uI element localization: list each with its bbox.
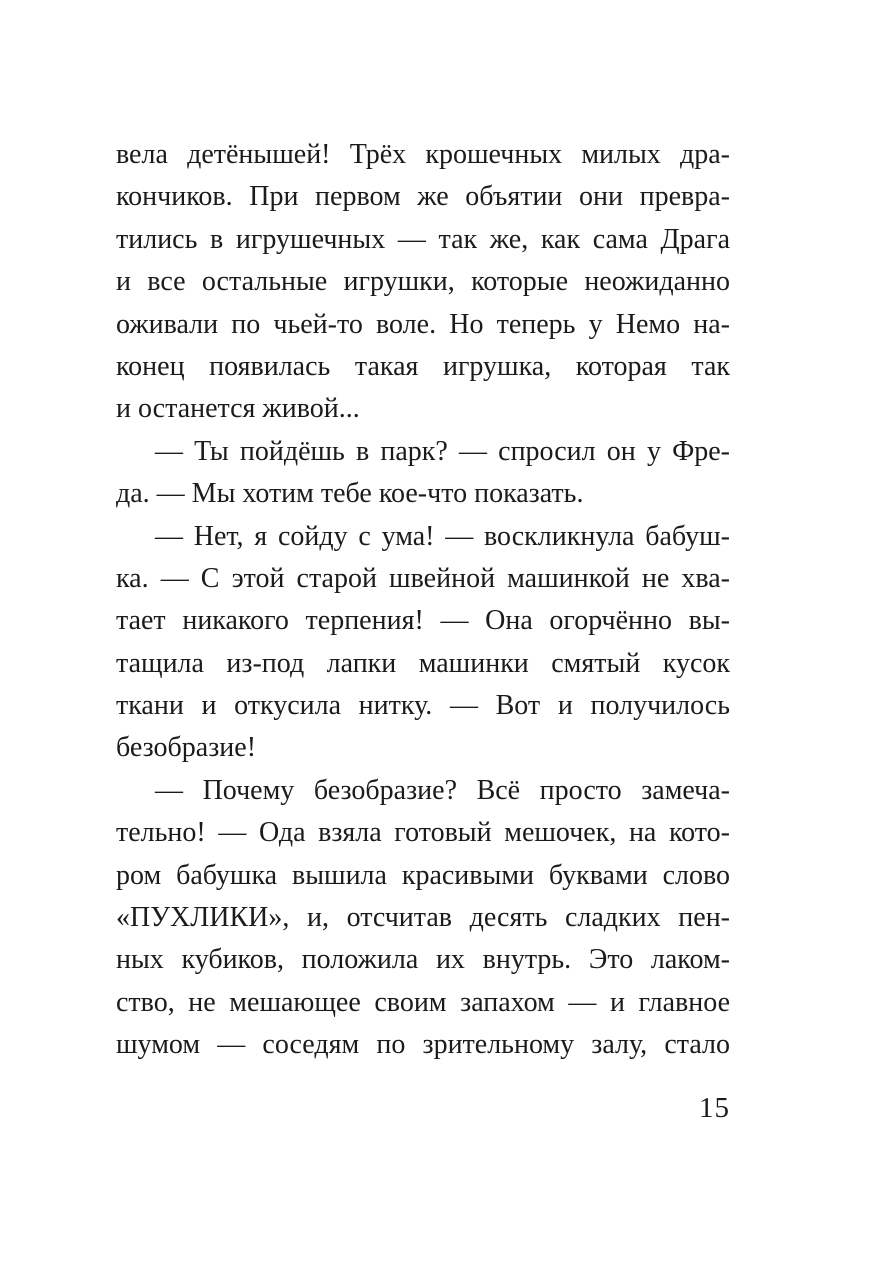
text-line: тащила из-под лапки машинки смятый кусок [116,647,730,679]
text-line: ткани и откусила нитку. — Вот и получилось [116,690,730,722]
text-line: шумом — соседям по зрительному залу, стало [116,1029,730,1061]
text-line: и все остальные игрушки, которые неожиданно [116,266,730,298]
text-line: — Ты пойдёшь в парк? — спросил он у Фре- [155,435,730,467]
text-line: и останется живой... [116,393,360,425]
text-line: — Нет, я сойду с ума! — воскликнула бабуш- [155,520,730,552]
paragraph [116,516,730,770]
text-line: да. — Мы хотим тебе кое-что показать. [116,478,584,510]
text-line: ство, не мешающее своим запахом — и главное [116,986,730,1018]
text-line: ром бабушка вышила красивыми буквами слово [116,859,730,891]
text-line: ных кубиков, положила их внутрь. Это лаком- [116,944,730,976]
text-line: тились в игрушечных — так же, как сама Драга [116,223,730,255]
text-line: кончиков. При первом же объятии они превра- [116,181,730,213]
paragraph [116,770,730,1067]
text-line: тает никакого терпения! — Она огорчённо вы- [116,605,730,637]
text-line: тельно! — Ода взяла готовый мешочек, на кото- [116,817,730,849]
text-line: ка. — С этой старой швейной машинкой не хва- [116,562,730,594]
page-number: 15 [699,1092,730,1124]
text-line: безобразие! [116,732,257,764]
text-line: оживали по чьей-то воле. Но теперь у Немо на- [116,308,730,340]
text-line: конец появилась такая игрушка, которая так [116,350,730,382]
text-line: «ПУХЛИКИ», и, отсчитав десять сладких пен- [116,902,730,934]
paragraph [116,431,730,516]
text-line: — Почему безобразие? Всё просто замеча- [155,774,730,806]
text-block [116,134,730,1067]
text-line: вела детёнышей! Трёх крошечных милых дра- [116,139,730,170]
paragraph [116,134,730,431]
